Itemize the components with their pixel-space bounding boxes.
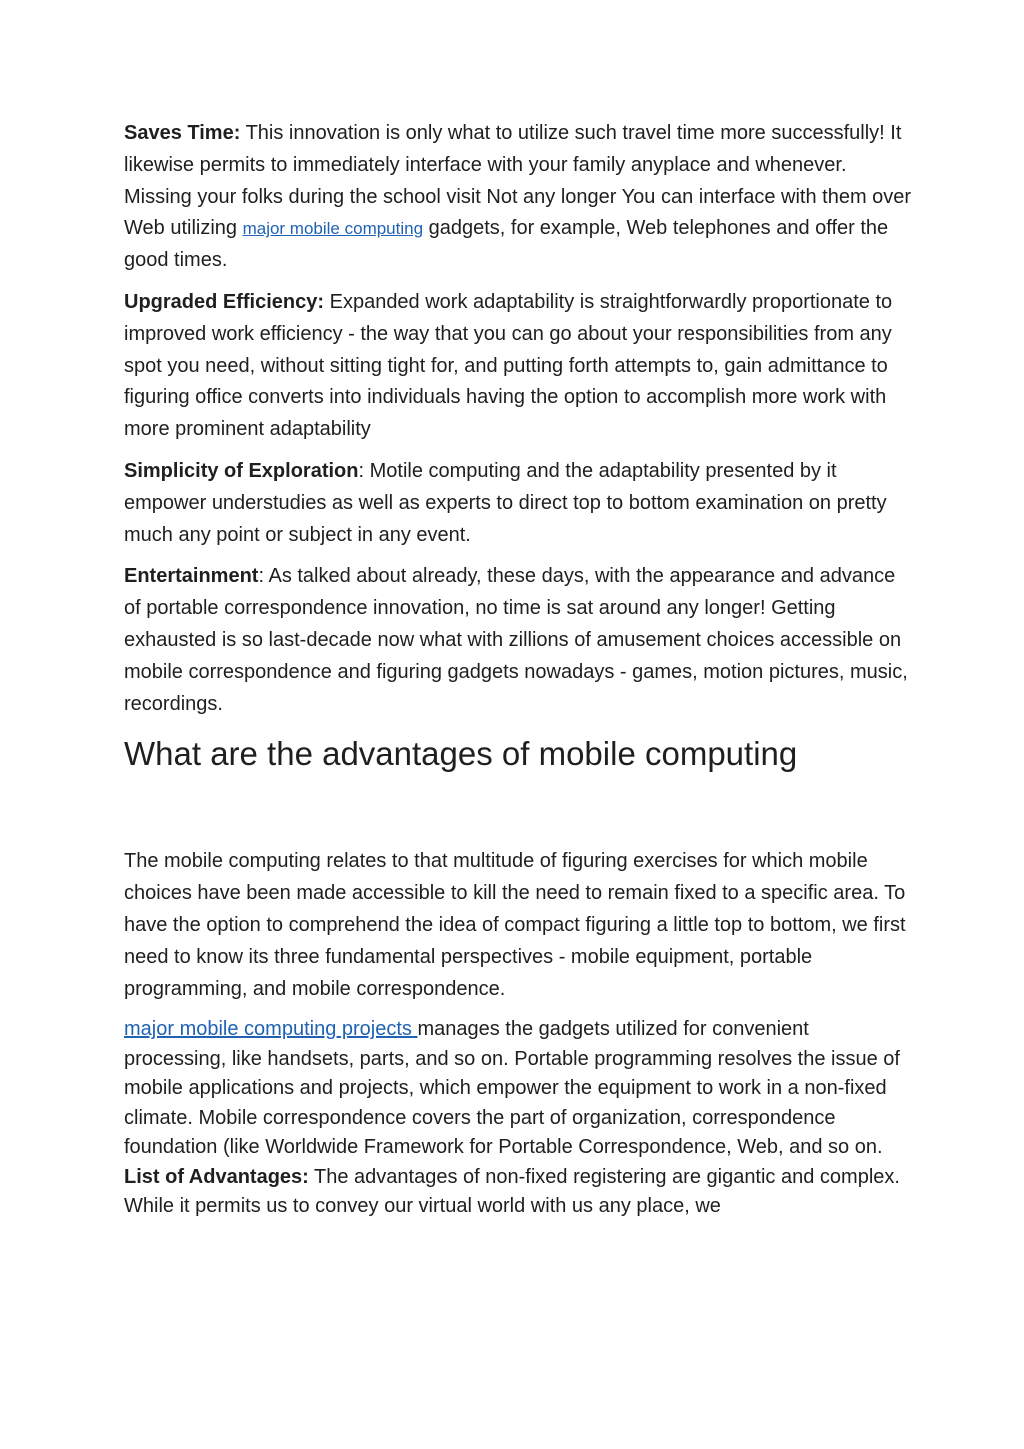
saves-time-text: This innovation is only what to utilize such travel time more successfully! It likewise permits to immediately interface with your family anyplace and whenever. Missing your folks during the school visit Not any longer You can interface with them over Web utilizing — [124, 122, 912, 240]
advantages-label: List of Advantages: — [124, 1165, 309, 1188]
entertainment-label: Entertainment — [124, 565, 259, 588]
advantages-text: The advantages of non-fixed registering are gigantic and complex. While it permits us to convey our virtual world with us any place, we — [124, 1165, 900, 1218]
saves-time-label: Saves Time: — [124, 122, 241, 144]
entertainment-paragraph — [124, 561, 914, 720]
major-mobile-computing-projects-link[interactable]: major mobile computing projects — [124, 1018, 418, 1041]
upgraded-efficiency-paragraph — [124, 287, 914, 446]
upgraded-efficiency-text: Expanded work adaptability is straightforwardly proportionate to improved work efficiency - the way that you can go about your responsibilities from any spot you need, without sitting tight for, and putting forth attempts to, gain admittance to figuring office converts into individuals having the option to accomplish more work with more prominent adaptability — [124, 290, 893, 441]
advantages-paragraph — [124, 1163, 914, 1222]
major-mobile-computing-link[interactable]: major mobile computing — [242, 219, 424, 239]
simplicity-paragraph — [124, 456, 914, 551]
entertainment-text: : As talked about already, these days, with the appearance and advance of portable correspondence innovation, no time is sat around any longer! Getting exhausted is so last-decade now what with zillions of amusement choices accessible on mobile correspondence and figuring gadgets nowadays - games, motion pictures, music, recordings. — [124, 565, 908, 715]
simplicity-label: Simplicity of Exploration — [124, 459, 359, 482]
saves-time-paragraph — [124, 118, 914, 277]
projects-paragraph — [124, 1015, 914, 1163]
simplicity-text: : Motile computing and the adaptability presented by it empower understudies as well as experts to direct top to bottom examination on pretty much any point or subject in any event. — [124, 459, 887, 546]
intro-paragraph: The mobile computing relates to that multitude of figuring exercises for which mobile choices have been made accessible to kill the need to remain fixed to a specific area. To have the option to comprehend the idea of compact figuring a little top to bottom, we first need to know its three fundamental perspectives - mobile equipment, portable programming, and mobile correspondence. — [124, 850, 906, 1000]
saves-time-text-end: gadgets, for example, Web telephones and offer the good times. — [124, 217, 889, 272]
document-page — [124, 118, 914, 1222]
section-heading: What are the advantages of mobile computing — [124, 735, 798, 773]
projects-text: manages the gadgets utilized for convenient processing, like handsets, parts, and so on. Portable programming resolves the issue of mobile applications and projects, which empower the equipment to work in a non-fixed climate. Mobile correspondence covers the part of organization, correspondence foundation (like Worldwide Framework for Portable Correspondence, Web, and so on. — [124, 1018, 900, 1159]
upgraded-efficiency-label: Upgraded Efficiency: — [124, 290, 325, 313]
